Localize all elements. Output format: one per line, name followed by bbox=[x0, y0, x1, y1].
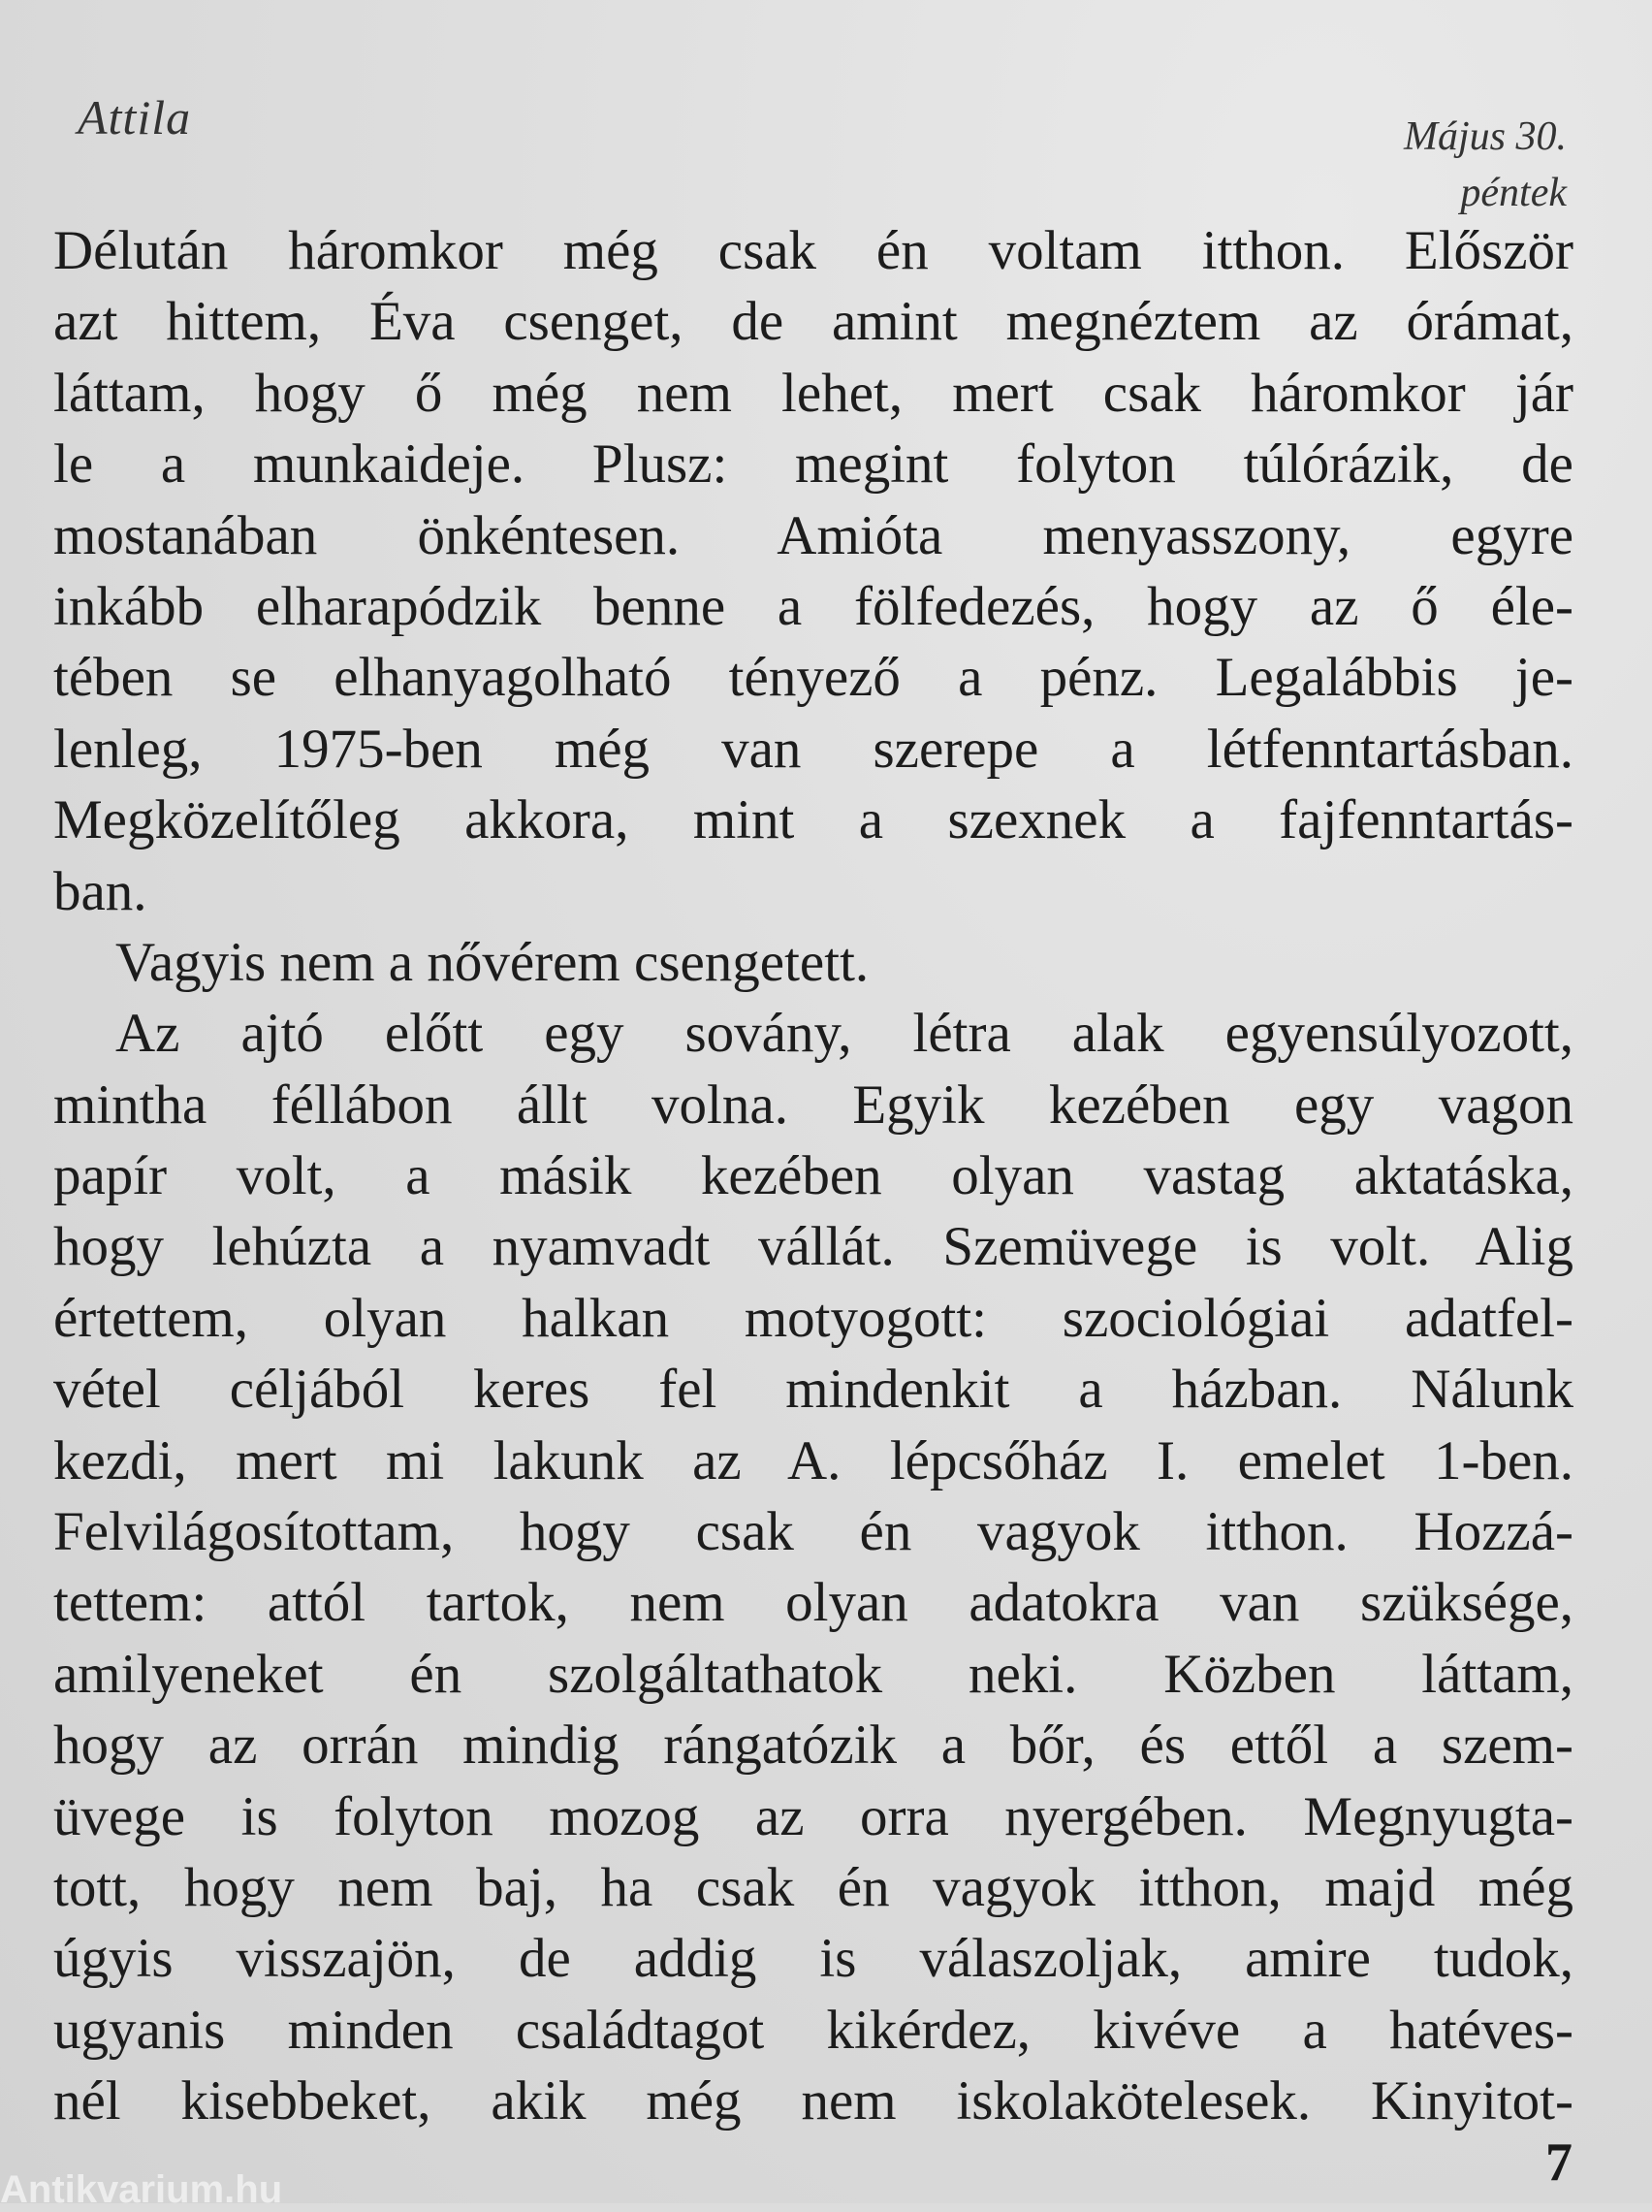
body-text bbox=[53, 215, 1573, 2137]
text-line: lenleg, 1975-ben még van szerepe a létfenntartásban. bbox=[53, 718, 1573, 780]
text-line: ugyanis minden családtagot kikérdez, kivéve a hatéves- bbox=[53, 1999, 1573, 2061]
text-line: vétel céljából keres fel mindenkit a házban. Nálunk bbox=[53, 1359, 1573, 1421]
watermark: Antikvarium.hu bbox=[0, 2168, 283, 2211]
text-line: hogy lehúzta a nyamvadt vállát. Szemüvege is volt. Alig bbox=[53, 1216, 1573, 1278]
text-line: le a munkaideje. Plusz: megint folyton túlórázik, de bbox=[53, 433, 1573, 496]
text-line: Megközelítőleg akkora, mint a szexnek a fajfenntartás- bbox=[53, 789, 1573, 851]
weekday-label: péntek bbox=[1460, 171, 1567, 215]
text-line: papír volt, a másik kezében olyan vastag aktatáska, bbox=[53, 1145, 1573, 1207]
text-line: láttam, hogy ő még nem lehet, mert csak háromkor jár bbox=[53, 362, 1573, 424]
text-line: Az ajtó előtt egy sovány, létra alak egyensúlyozott, bbox=[115, 1003, 1573, 1065]
text-line: értettem, olyan halkan motyogott: szociológiai adatfel- bbox=[53, 1287, 1573, 1349]
text-line: kezdi, mert mi lakunk az A. lépcsőház I. emelet 1-ben. bbox=[53, 1429, 1573, 1491]
text-line: Felvilágosítottam, hogy csak én vagyok itthon. Hozzá- bbox=[53, 1501, 1573, 1563]
text-line: mintha féllábon állt volna. Egyik kezében egy vagon bbox=[53, 1074, 1573, 1136]
text-line: tott, hogy nem baj, ha csak én vagyok itthon, majd még bbox=[53, 1856, 1573, 1918]
text-line: Vagyis nem a nővérem csengetett. bbox=[115, 931, 870, 993]
text-line: tében se elhanyagolható tényező a pénz. Legalábbis je- bbox=[53, 647, 1573, 709]
text-line: nél kisebbeket, akik még nem iskolakötelesek. Kinyitot- bbox=[53, 2070, 1573, 2132]
text-line: mostanában önkéntesen. Amióta menyasszony, egyre bbox=[53, 504, 1573, 566]
running-head-title: Attila bbox=[78, 90, 192, 144]
text-line: hogy az orrán mindig rángatózik a bőr, és ettől a szem- bbox=[53, 1715, 1573, 1777]
date-label: Május 30. bbox=[1404, 114, 1567, 159]
text-line: inkább elharapódzik benne a fölfedezés, hogy az ő éle- bbox=[53, 575, 1573, 637]
text-line: úgyis visszajön, de addig is válaszoljak, amire tudok, bbox=[53, 1928, 1573, 1990]
text-line: ban. bbox=[53, 860, 147, 922]
text-line: amilyeneket én szolgáltathatok neki. Közben láttam, bbox=[53, 1643, 1573, 1705]
text-line: Délután háromkor még csak én voltam itthon. Először bbox=[53, 220, 1573, 281]
text-line: tettem: attól tartok, nem olyan adatokra van szüksége, bbox=[53, 1572, 1573, 1634]
text-line: azt hittem, Éva csenget, de amint megnéztem az órámat, bbox=[53, 291, 1573, 353]
running-head-date bbox=[1404, 109, 1567, 221]
page-number: 7 bbox=[1545, 2132, 1573, 2193]
text-line: üvege is folyton mozog az orra nyergében. Megnyugta- bbox=[53, 1785, 1573, 1847]
